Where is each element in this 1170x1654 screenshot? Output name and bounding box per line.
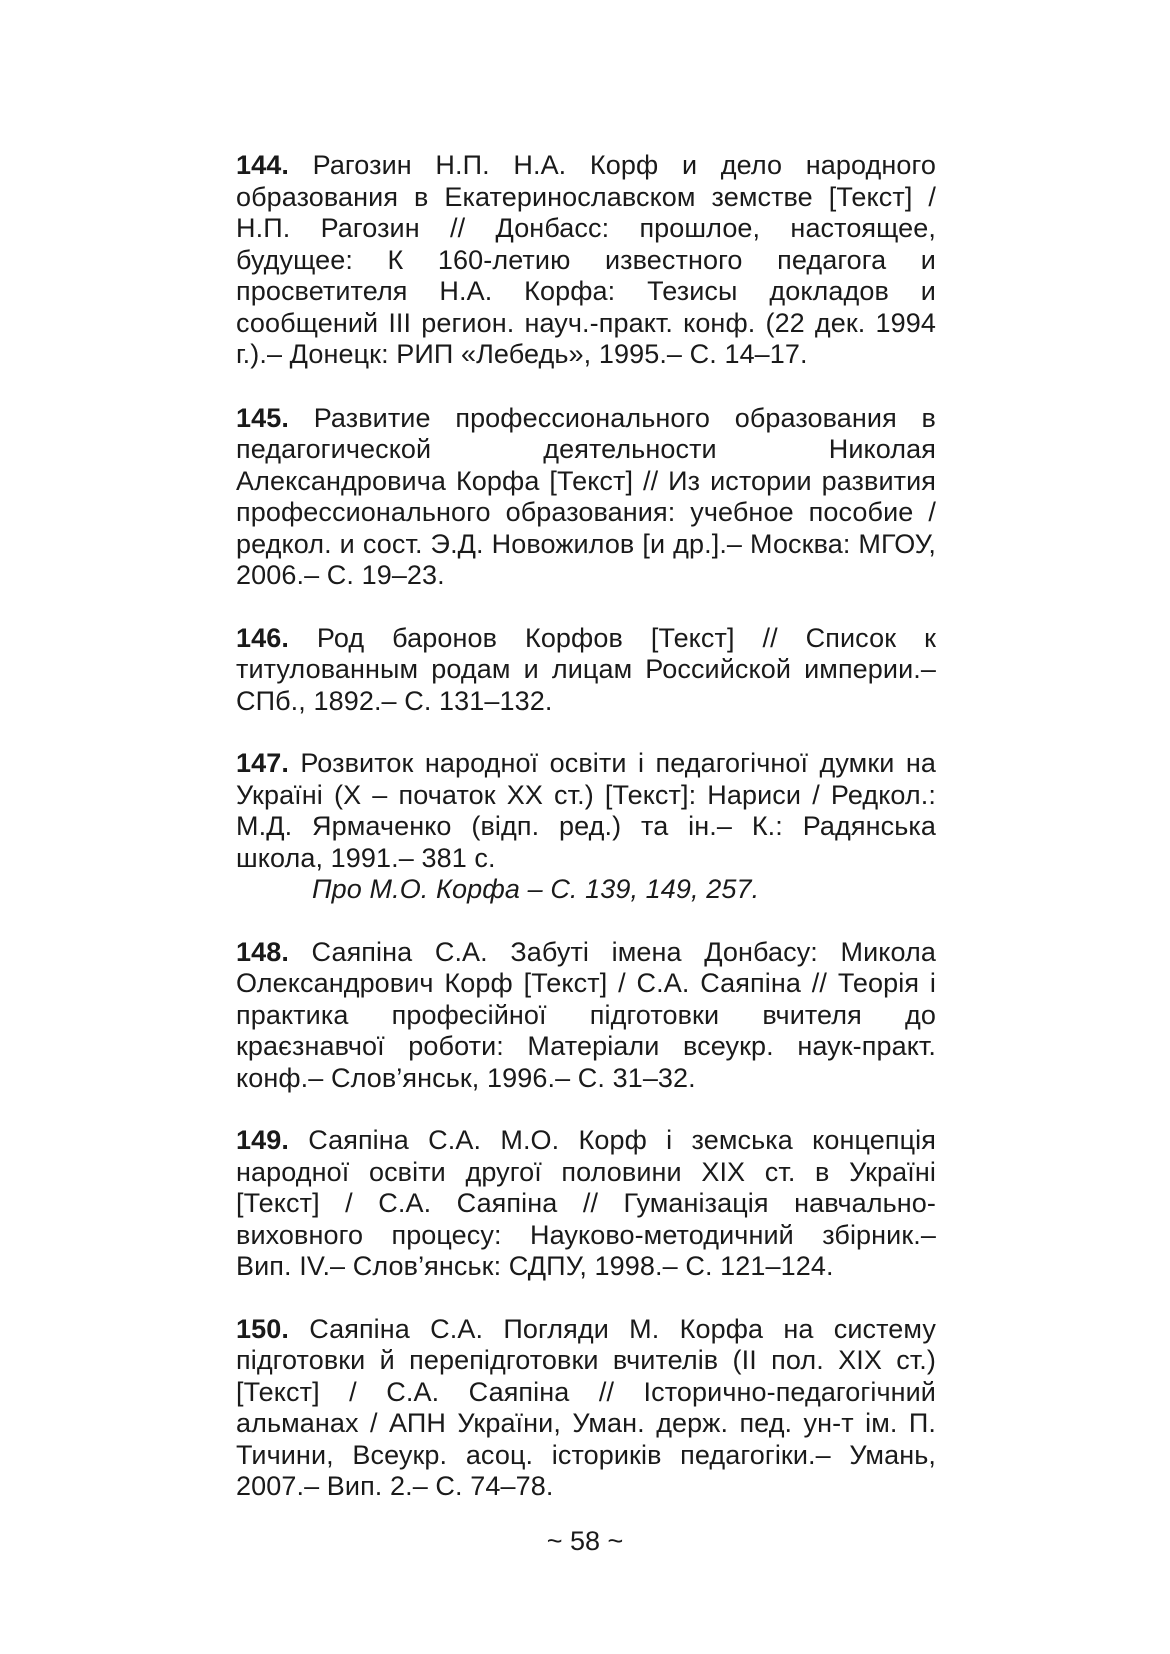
entry-number: 149. [236, 1125, 289, 1155]
bibliography-entry-149 [236, 1125, 936, 1283]
entry-number: 145. [236, 402, 289, 433]
entry-note: Про М.О. Корфа – С. 139, 149, 257. [312, 874, 760, 904]
entry-number: 147. [236, 748, 289, 778]
bibliography-entry-148 [236, 937, 936, 1095]
entry-number: 146. [236, 622, 289, 653]
bibliography-entry-144 [236, 150, 936, 371]
page-number: ~ 58 ~ [546, 1526, 624, 1556]
entry-text: Саяпіна С.А. Погляди М. Корфа на систему підготовки й перепідготовки вчителів (ІІ пол. ХІХ ст.) [Текст] / С.А. Саяпіна // Історично-педагогічний альманах / АПН України, Уман. держ. пед. ун-т ім. П. Тичини, Всеукр. асоц. істориків педагогіки.– Умань, 2007.– Вип. 2.– С. 74–78. [236, 1313, 936, 1501]
bibliography-entry-145 [236, 403, 936, 592]
entry-text: Саяпіна С.А. М.О. Корф і земська концепція народної освіти другої половини ХІХ ст. в Україні [Текст] / С.А. Саяпіна // Гуманізація навчально-виховного процесу: Науково-методичний збірник.– Вип. IV.– Слов’янськ: СДПУ, 1998.– С. 121–124. [236, 1125, 936, 1281]
entry-number: 144. [236, 150, 289, 180]
entry-text: Развитие профессионального образования в педагогической деятельности Николая Александровича Корфа [Текст] // Из истории развития профессионального образования: учебное пособие / редкол. и сост. Э.Д. Новожилов [и др.].– Москва: МГОУ, 2006.– С. 19–23. [236, 402, 936, 590]
entry-text: Розвиток народної освіти і педагогічної думки на Україні (Х – початок ХХ ст.) [Текст]: Нариси / Редкол.: М.Д. Ярмаченко (відп. ред.) та ін.– К.: Радянська школа, 1991.– 381 с. [236, 748, 936, 873]
entry-text: Рагозин Н.П. Н.А. Корф и дело народного образования в Екатеринославском земстве [Текст] / Н.П. Рагозин // Донбасс: прошлое, настоящее, будущее: К 160-летию известного педагога и просветителя Н.А. Корфа: Тезисы докладов и сообщений III регион. науч.-практ. конф. (22 дек. 1994 г.).– Донецк: РИП «Лебедь», 1995.– С. 14–17. [236, 150, 936, 369]
entry-number: 148. [236, 936, 289, 967]
entry-number: 150. [236, 1313, 289, 1344]
entry-text: Род баронов Корфов [Текст] // Список к титулованным родам и лицам Российской империи.– СПб., 1892.– С. 131–132. [236, 622, 936, 716]
bibliography-entry-146 [236, 623, 936, 718]
bibliography-list [236, 150, 936, 1503]
bibliography-entry-150 [236, 1314, 936, 1503]
entry-text: Саяпіна С.А. Забуті імена Донбасу: Микола Олександрович Корф [Текст] / С.А. Саяпіна // Теорія і практика професійної підготовки вчителя до краєзнавчої роботи: Матеріали всеукр. наук-практ. конф.– Слов’янськ, 1996.– С. 31–32. [236, 936, 936, 1093]
bibliography-entry-147 [236, 748, 936, 906]
